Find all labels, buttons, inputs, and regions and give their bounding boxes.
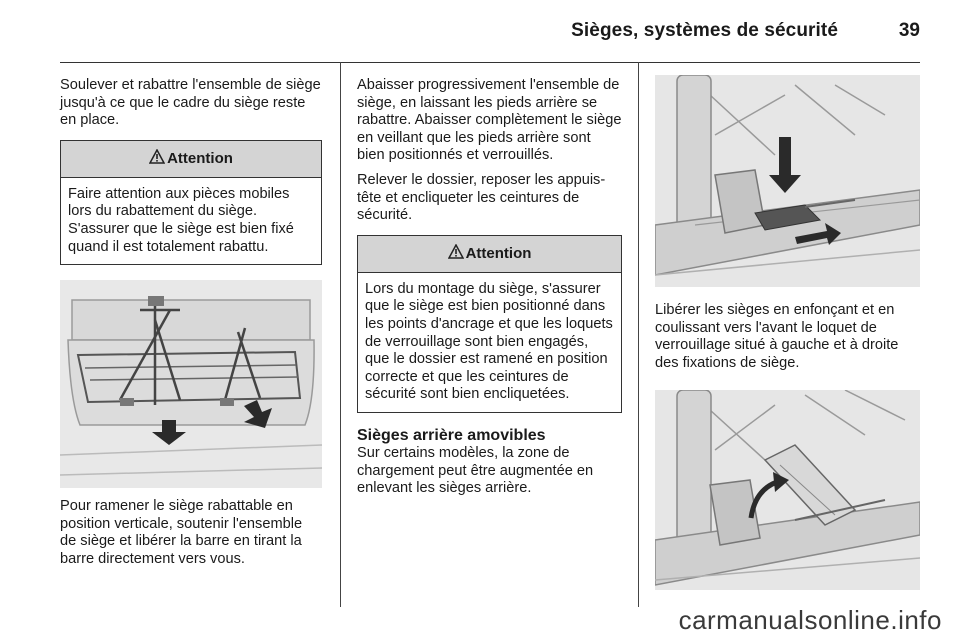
- warning-text: Lors du montage du siège, s'assurer que le siège est bien positionné dans les points d'ancrage et que les loquets de verrouillage sont bien engagés, que le dossier est ramené en position correcte et que les ceintures de sécurité sont bien encliquetées.: [365, 280, 613, 403]
- watermark: carmanualsonline.info: [678, 605, 942, 635]
- page-header: [60, 0, 920, 63]
- warning-header: [358, 236, 621, 273]
- paragraph-lower-seat: Abaisser progressivement l'ensemble de siège, en laissant les pieds arrière se rabattre. Abaisser complètement le siège en veillant que les pieds arrière sont bien positionnés et verrouillés.: [357, 77, 622, 164]
- warning-header: [61, 141, 321, 178]
- warning-box-1: [60, 140, 322, 265]
- column-2: [357, 62, 622, 498]
- intro-paragraph: Soulever et rabattre l'ensemble de siège jusqu'à ce que le cadre du siège reste en place.: [60, 77, 321, 129]
- paragraph-raise-backrest: Relever le dossier, reposer les appuis-tête et encliqueter les ceintures de sécurité.: [357, 171, 606, 224]
- page-title: Sièges, systèmes de sécurité: [571, 20, 838, 41]
- caption-3: Libérer les sièges en enfonçant et en coulissant vers l'avant le loquet de verrouillage situé à gauche et à droite des fixations de siège.: [655, 302, 899, 371]
- seat-folding-illustration: [60, 280, 322, 488]
- latch-release-illustration: [655, 75, 920, 287]
- latch-lifted-illustration: [655, 390, 920, 590]
- column-1: [60, 62, 322, 265]
- column-3-caption: [655, 302, 920, 372]
- warning-triangle-icon: [149, 149, 165, 168]
- page-number: 39: [898, 20, 920, 41]
- warning-triangle-icon: [448, 244, 464, 263]
- section-text: Sur certains modèles, la zone de chargement peut être augmentée en enlevant les sièges arrière.: [357, 444, 594, 497]
- column-divider-1: [340, 62, 341, 607]
- section-heading: Sièges arrière amovibles: [357, 426, 546, 444]
- column-divider-2: [638, 62, 639, 607]
- warning-text: Faire attention aux pièces mobiles lors du rabattement du siège. S'assurer que le siège est bien fixé quand il est totalement rabattu.: [68, 185, 294, 255]
- warning-label: Attention: [167, 150, 233, 168]
- warning-box-2: [357, 235, 622, 413]
- column-1-caption: [60, 498, 322, 568]
- caption-1: Pour ramener le siège rabattable en position verticale, soutenir l'ensemble de siège et libérer la barre en tirant la barre directement vers vous.: [60, 498, 303, 567]
- warning-label: Attention: [465, 245, 532, 263]
